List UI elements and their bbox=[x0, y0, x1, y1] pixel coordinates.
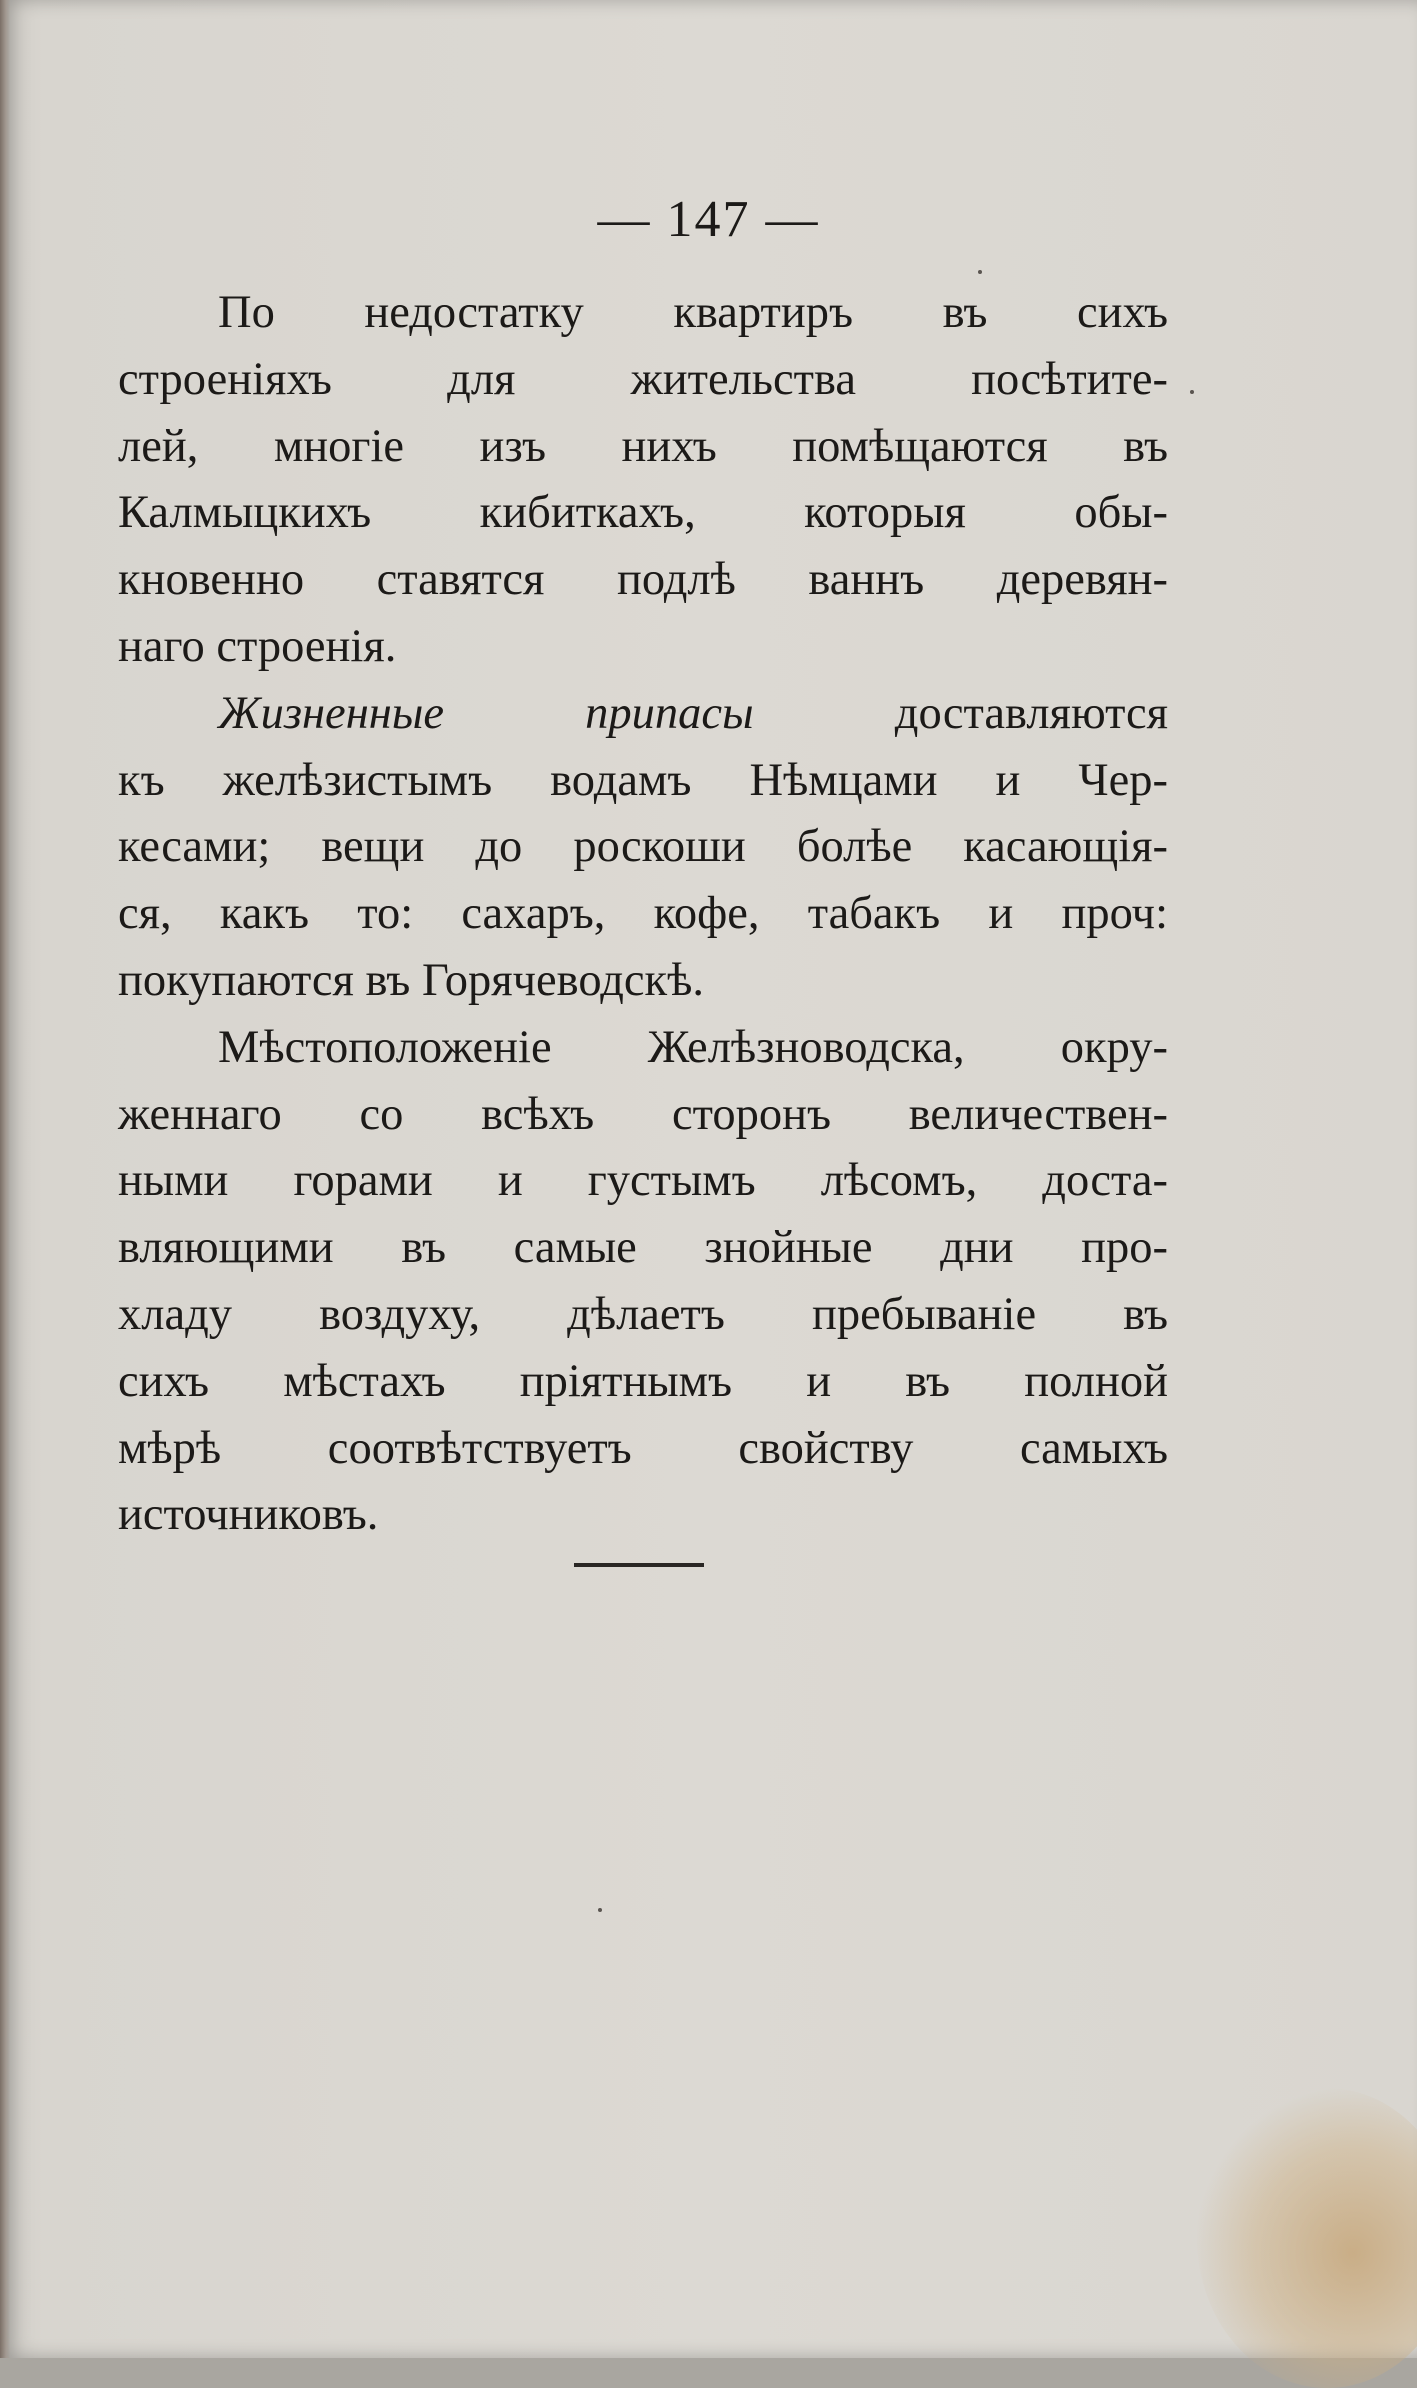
page-body-text bbox=[118, 280, 1168, 1549]
text-line: вляющими въ самые знойные дни про- bbox=[118, 1222, 1168, 1274]
italic-lead-phrase: Жизненные припасы bbox=[218, 687, 754, 739]
text-line: ся, какъ то: сахаръ, кофе, табакъ и проч: bbox=[118, 888, 1168, 940]
text-line: Мѣстоположенiе Желѣзноводска, окру- bbox=[218, 1021, 1168, 1073]
text-line: ными горами и густымъ лѣсомъ, доста- bbox=[118, 1155, 1168, 1207]
paper-speck bbox=[1190, 390, 1194, 394]
text-line: кновенно ставятся подлѣ ваннъ деревян- bbox=[118, 554, 1168, 606]
text-line: наго строенiя. bbox=[118, 620, 397, 672]
paper-speck bbox=[598, 1908, 602, 1912]
page-binding-edge bbox=[0, 0, 10, 2358]
text-line: къ желѣзистымъ водамъ Нѣмцами и Чер- bbox=[118, 754, 1168, 806]
text-line: покупаются въ Горячеводскѣ. bbox=[118, 954, 704, 1006]
text-line: кесами; вещи до роскоши болѣе касающiя- bbox=[118, 821, 1168, 873]
text-line: хладу воздуху, дѣлаетъ пребыванiе въ bbox=[118, 1288, 1168, 1340]
paper-stain bbox=[1197, 2088, 1417, 2388]
text-line: женнаго со всѣхъ сторонъ величествен- bbox=[118, 1088, 1168, 1140]
section-end-rule bbox=[574, 1563, 704, 1567]
text-line: Калмыцкихъ кибиткахъ, которыя обы- bbox=[118, 487, 1168, 539]
text-line: По недостатку квартиръ въ сихъ bbox=[218, 287, 1168, 338]
text-line: мѣрѣ соотвѣтствуетъ свойству самыхъ bbox=[118, 1422, 1168, 1474]
text-line-with-italic-lead bbox=[118, 681, 1168, 748]
text-fragment: доставляются bbox=[894, 687, 1168, 739]
text-line: источниковъ. bbox=[118, 1489, 379, 1541]
paper-speck bbox=[978, 270, 982, 274]
text-line: строенiяхъ для жительства посѣтите- bbox=[118, 353, 1168, 405]
page-number: — 147 — bbox=[597, 191, 820, 248]
text-line: сихъ мѣстахъ прiятнымъ и въ полной bbox=[118, 1355, 1168, 1407]
text-line: лей, многiе изъ нихъ помѣщаются въ bbox=[118, 420, 1168, 472]
